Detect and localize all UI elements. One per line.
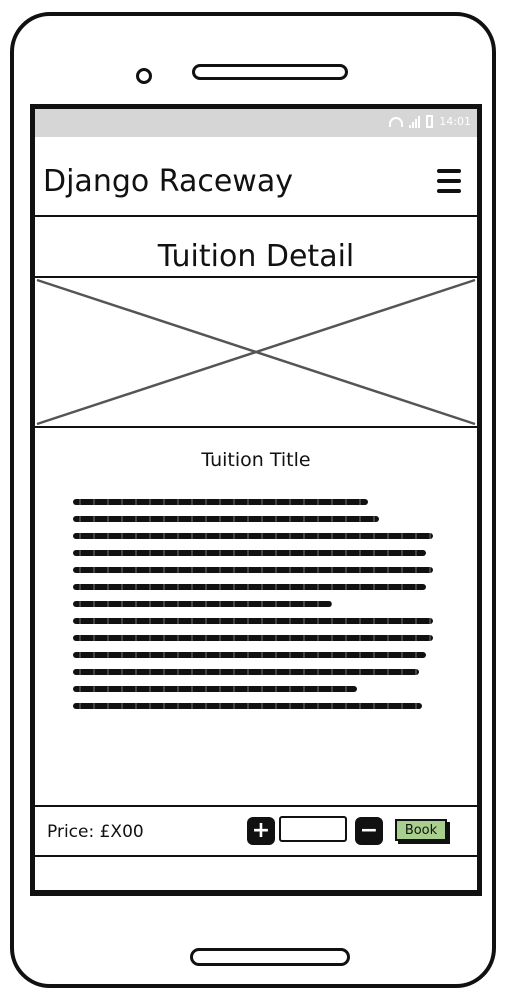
tuition-title: Tuition Title [201, 449, 311, 471]
speaker-grille [192, 64, 348, 80]
description-placeholder-text [73, 499, 433, 720]
status-time: 14:01 [439, 115, 471, 128]
home-button[interactable] [190, 948, 350, 966]
minus-icon[interactable]: − [355, 817, 383, 845]
hamburger-menu-icon[interactable] [437, 169, 461, 193]
battery-icon [426, 115, 433, 128]
status-bar [35, 109, 477, 137]
signal-icon [409, 116, 420, 128]
brand-title[interactable]: Django Raceway [43, 164, 293, 199]
booking-footer [35, 805, 477, 857]
page-title: Tuition Detail [157, 239, 355, 274]
book-button[interactable]: Book [395, 819, 447, 841]
bottom-divider [35, 890, 477, 892]
wifi-icon [389, 117, 403, 127]
plus-icon[interactable]: + [247, 817, 275, 845]
camera-dot [136, 68, 152, 84]
quantity-input[interactable] [279, 816, 347, 842]
image-placeholder [35, 276, 477, 428]
screen [30, 104, 482, 896]
header-divider [35, 215, 477, 217]
price-label: Price: £X00 [47, 822, 144, 842]
